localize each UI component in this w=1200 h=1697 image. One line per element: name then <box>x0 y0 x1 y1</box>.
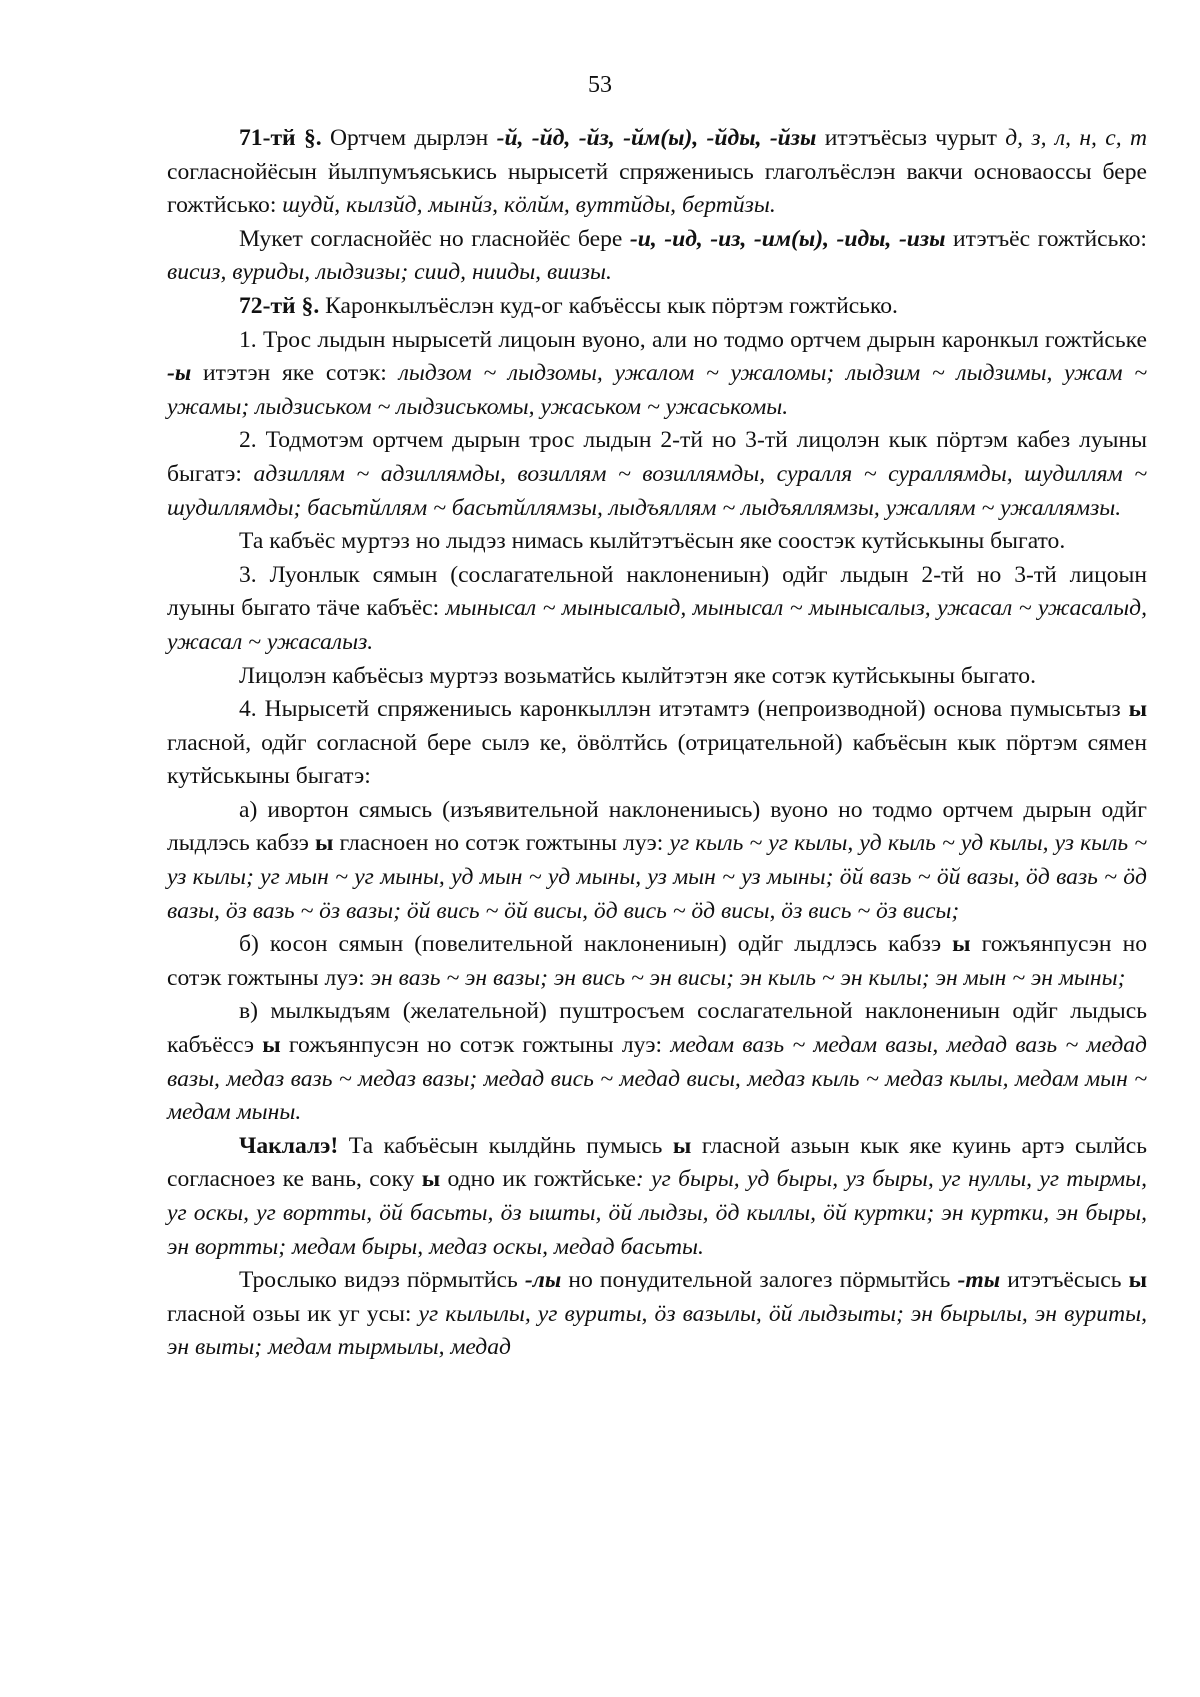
text: 1. Трос лыдын нырысетй лицоын вуоно, али но тодмо ортчем дырын каронкыл гожтйське <box>239 326 1147 353</box>
list-item-3 <box>167 559 1147 660</box>
paragraph-71 <box>167 122 1147 223</box>
section-heading-72: 72-тй §. <box>239 292 320 319</box>
paragraph-71b <box>167 223 1147 290</box>
text: итэтъёс гожтйсько: <box>945 225 1147 252</box>
text: а) ивортон сямысь (изъявительной наклонениысь) вуоно но тодмо ортчем дырын одйг лыдлэсь кабзэ <box>167 796 1147 857</box>
text: Каронкылъёслэн куд-ог кабъёссы кык пöртэм гожтйсько. <box>319 292 898 319</box>
text: гласноен но сотэк гожтыны луэ: <box>333 830 670 857</box>
vowel-letter: ы <box>421 1166 441 1193</box>
text: в) мылкыдъям (желательной) пуштросъем сослагательной наклонениын одйг лыдысь кабъёссэ <box>167 998 1147 1059</box>
list-item-2 <box>167 424 1147 525</box>
list-item-4a <box>167 794 1147 928</box>
document-body <box>167 122 1147 1365</box>
text: гожъянпусэн но сотэк гожтыны луэ: <box>280 1032 671 1059</box>
example-list: уг кыль ~ уг кылы, уд кыль ~ уд кылы, уз кыль ~ уз кылы; уг мын ~ уг мыны, уд мын ~ уд мыны, уз мын ~ уз мыны; öй вазь ~ öй вазы, öд вазь ~ öд вазы, öз вазь ~ öз вазы; öй вись ~ öй висы, öд вись ~ öд висы, öз вись ~ öз висы; <box>167 830 1147 924</box>
example-list: висиз, вуриды, лыдзизы; сиид, нииды, виизы. <box>167 259 612 286</box>
example-list: адзиллям ~ адзиллямды, возиллям ~ возиллямды, суралля ~ сураллямды, шудиллям ~ шудиллямды; басьтйллям ~ басьтйллямзы, лыдъяллям ~ лыдъяллямзы, ужаллям ~ ужаллямзы. <box>167 460 1147 521</box>
paragraph-72 <box>167 290 1147 324</box>
vowel-letter: ы <box>952 931 971 958</box>
text: но понудительной залогез пöрмытйсь <box>561 1267 958 1294</box>
text: гожъянпусэн но сотэк гожтыны луэ: <box>167 931 1147 991</box>
text: 3. Луонлык сямын (сослагательной наклонениын) одйг лыдын 2-тй но 3-тй лицоын луыны быгато тäче кабъёс: <box>167 561 1147 622</box>
example-list: медам вазь ~ медам вазы, медад вазь ~ медад вазы, медаз вазь ~ медаз вазы; медад вись ~ медад висы, медаз кыль ~ медаз кылы, медам мын ~ медам мыны. <box>167 1032 1147 1126</box>
text: 2. Тодмотэм ортчем дырын трос лыдын 2-тй но 3-тй лицолэн кык пöртэм кабез луыны быгатэ: <box>167 427 1147 487</box>
text: итэтъёсыз чурыт <box>816 125 1006 151</box>
list-item-4b <box>167 928 1147 995</box>
suffix-list: -й, -йд, -йз, -йм(ы), -йды, -йзы <box>496 125 817 151</box>
text: гласной озьы ик уг усы: <box>167 1300 419 1327</box>
text: Та кабъёсын кылдйнь пумысь <box>338 1132 673 1159</box>
page-number: 53 <box>588 72 612 98</box>
suffix: -ы <box>167 360 192 387</box>
note-heading: Чаклалэ! <box>239 1132 339 1159</box>
text: гласной, одйг согласной бере сылэ ке, öвöлтйсь (отрицательной) кабъёсын кык пöртэм сямен кутйськыны быгатэ: <box>167 729 1147 790</box>
text: согласнойёсын йылпумъяськись нырысетй спряжениысь глаголъёслэн вакчи основаоссы бере гожтйсько: <box>167 158 1147 219</box>
suffix: -ты <box>957 1267 1001 1294</box>
vowel-letter: ы <box>1128 1267 1148 1294</box>
text: Мукет согласнойёс но гласнойёс бере <box>239 225 630 252</box>
text: 4. Нырысетй спряжениысь каронкыллэн итэтамтэ (непроизводной) основа пумысьтыз <box>239 696 1129 723</box>
vowel-letter: ы <box>315 830 334 857</box>
text: итэтъёсысь <box>1000 1267 1129 1294</box>
vowel-letter: ы <box>1128 696 1147 723</box>
text: одно ик гожтйське <box>440 1166 636 1193</box>
list-item-1 <box>167 324 1147 425</box>
list-item-3-note: Лицолэн кабъёсыз муртэз возьматйсь кылйтэтэн яке сотэк кутйськыны быгато. <box>239 662 1036 689</box>
vowel-letter: ы <box>672 1132 692 1159</box>
text: итэтэн яке сотэк: <box>191 360 399 387</box>
text: гласной азьын кык яке куинь артэ сылйсь согласноез ке вань, соку <box>167 1132 1148 1193</box>
list-item-4c <box>167 995 1147 1129</box>
consonant-list: д, з, л, н, с, т <box>1005 125 1147 151</box>
suffix-list: -и, -ид, -из, -им(ы), -иды, -изы <box>629 225 946 252</box>
text: б) косон сямын (повелительной наклонениын) одйг лыдлэсь кабзэ <box>239 931 953 958</box>
example-list: : уг быры, уд быры, уз быры, уг нуллы, уг тырмы, уг оскы, уг вортты, öй басьты, öз ышты, öй лыдзы, öд кыллы, öй куртки; эн куртки, эн быры, эн вортты; медам быры, медаз оскы, медад басьты. <box>167 1166 1147 1260</box>
note-paragraph <box>167 1130 1147 1264</box>
suffix: -лы <box>524 1267 562 1294</box>
list-item-2-note: Та кабъёс муртэз но лыдэз нимась кылйтэтъёсын яке соостэк кутйськыны быгато. <box>239 528 1066 555</box>
vowel-letter: ы <box>262 1032 281 1059</box>
text: Ортчем дырлэн <box>321 125 497 151</box>
text: Трослыко видэз пöрмытйсь <box>239 1267 525 1294</box>
list-item-4 <box>167 693 1147 794</box>
example-list: уг кылылы, уг вуриты, öз вазылы, öй лыдзыты; эн бырылы, эн вуриты, эн выты; медам тырмылы, медад <box>167 1300 1147 1361</box>
final-paragraph <box>167 1264 1147 1365</box>
example-list: шудй, кылзйд, мынйз, кöлйм, вуттйды, бертйзы. <box>282 192 776 219</box>
example-list: лыдзом ~ лыдзомы, ужалом ~ ужаломы; лыдзим ~ лыдзимы, ужам ~ ужамы; лыдзиськом ~ лыдзиськомы, ужаськом ~ ужаськомы. <box>167 360 1147 420</box>
example-list: мынысал ~ мынысалыд, мынысал ~ мынысалыз, ужасал ~ ужасалыд, ужасал ~ ужасалыз. <box>167 595 1147 655</box>
example-list: эн вазь ~ эн вазы; эн вись ~ эн висы; эн кыль ~ эн кылы; эн мын ~ эн мыны; <box>370 964 1126 991</box>
section-heading-71: 71-тй §. <box>239 125 322 151</box>
